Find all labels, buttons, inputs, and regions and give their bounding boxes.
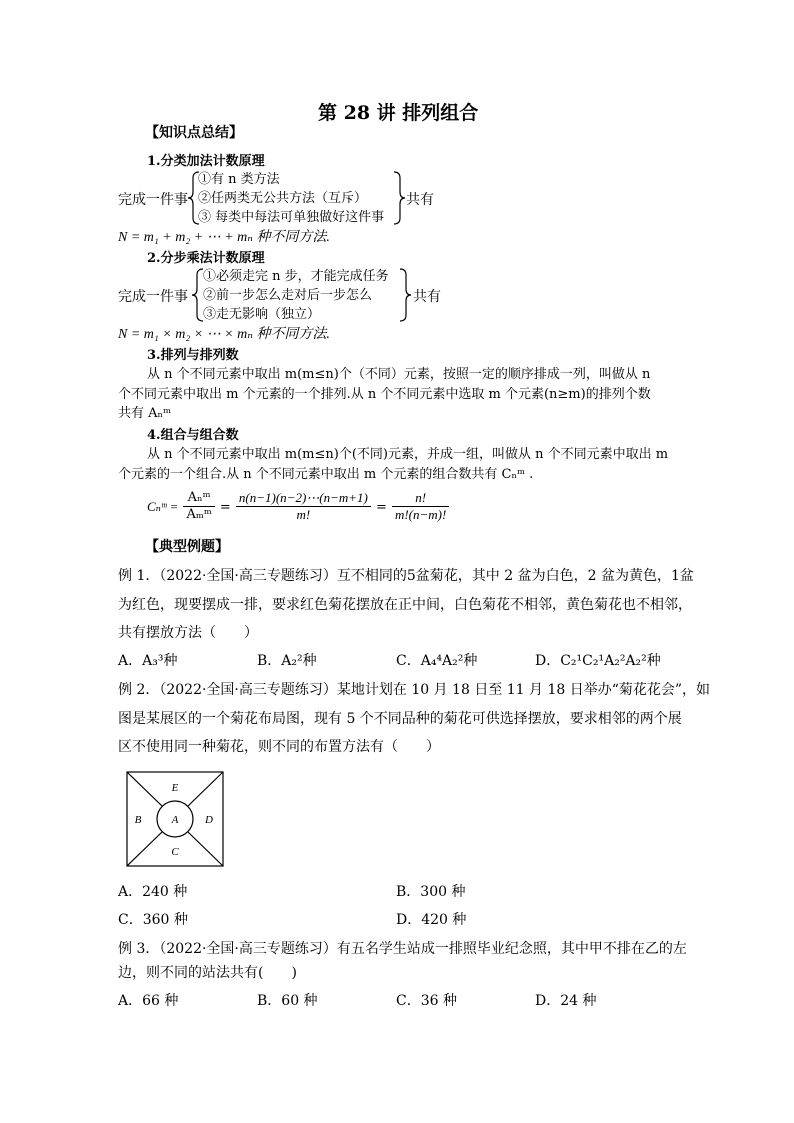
section1-formula: N = m₁ + m₂ + ⋯ + mₙ 种不同方法. [118,230,330,245]
ex2-line-3: 区不使用同一种菊花，则不同的布置方法有（ ） [118,739,440,755]
section2-left-label: 完成一件事 [118,289,188,305]
ex3-choice-b[interactable]: B．60 种 [257,993,318,1009]
ex3-line-2: 边，则不同的站法共有( ) [118,965,297,981]
ex2-line-1: 例 2．（2022·全国·高三专题练习）某地计划在 10 月 18 日至 11 月 18 日举办“菊花花会”，如 [118,682,711,698]
section2-heading: 2.分步乘法计数原理 [147,251,265,266]
ex2-choice-b[interactable]: B．300 种 [396,884,466,900]
fraction-arrangement-ratio: $\frac{\text{Aₙᵐ}}{\text{Aₘᵐ}}$ [183,490,214,523]
section2-right-brace [398,267,412,323]
section1-right-brace [392,170,406,226]
section4-line-1: 从 n 个不同元素中取出 m(m≤n)个(不同)元素，并成一组，叫做从 n 个不同元素中取出 m [147,447,669,462]
region-c-label: C [171,846,179,858]
ex2-line-2: 图是某展区的一个菊花布局图，现有 5 个不同品种的菊花可供选择摆放，要求相邻的两个展 [118,711,682,727]
section3-line-1: 从 n 个不同元素中取出 m(m≤n)个（不同）元素，按照一定的顺序排成一列，叫做从 n [147,367,651,382]
section1-left-label: 完成一件事 [118,192,188,208]
formula-lhs: Cₙᵐ = [147,499,179,514]
section1-right-label: 共有 [406,192,434,208]
section4-heading: 4.组合与组合数 [147,428,239,443]
region-b-label: B [134,814,142,826]
ex2-choice-c[interactable]: C．360 种 [118,912,188,928]
ex3-choice-c[interactable]: C．36 种 [396,993,457,1009]
ex1-choice-d[interactable]: D．C₂¹C₂¹A₂²A₂²种 [535,653,661,669]
section2-item-1: ①必须走完 n 步，才能完成任务 [203,269,389,284]
ex1-line-1: 例 1．（2022·全国·高三专题练习）互不相同的5盆菊花，其中 2 盆为白色，2 盆为黄色，1盆 [118,568,694,584]
section1-item-1: ①有 n 类方法 [198,172,280,187]
section1-heading: 1.分类加法计数原理 [147,154,265,169]
ex1-line-3: 共有摆放方法（ ） [118,625,258,641]
page-title: 第 28 讲 排列组合 [318,102,479,124]
ex3-choice-d[interactable]: D．24 种 [535,993,597,1009]
section1-item-2: ②任两类无公共方法（互斥） [198,191,368,206]
combination-formula: Cₙᵐ = $\frac{\text{Aₙᵐ}}{\text{Aₘᵐ}}$ = $\frac{n(n-1)(n-2)\cdots(n-m+1)}{m!}$ = $\frac{n!}{m!(n-m)!}$ [147,490,449,523]
fraction-product: $\frac{n(n-1)(n-2)\cdots(n-m+1)}{m!}$ [236,490,371,523]
section1-item-3: ③ 每类中每法可单独做好这件事 [198,210,385,225]
knowledge-summary-header: 【知识点总结】 [145,125,243,141]
section2-item-3: ③走无影响（独立） [203,307,321,322]
fraction-factorial: $\frac{n!}{m!(n-m)!}$ [392,490,449,523]
region-a-label: A [171,814,179,826]
region-d-label: D [205,814,213,826]
ex1-line-2: 为红色，现要摆成一排，要求红色菊花摆放在正中间，白色菊花不相邻，黄色菊花也不相邻， [118,597,692,613]
examples-header: 【典型例题】 [145,539,229,555]
section3-heading: 3.排列与排列数 [147,348,239,363]
section2-right-label: 共有 [413,289,441,305]
ex3-choice-a[interactable]: A．66 种 [118,993,179,1009]
section3-line-2: 个不同元素中取出 m 个元素的一个排列.从 n 个不同元素中选取 m 个元素(n≥m)的排列个数 [118,387,651,402]
ex1-choice-c[interactable]: C．A₄⁴A₂²种 [396,653,478,669]
ex2-choice-a[interactable]: A．240 种 [118,884,188,900]
section3-line-3: 共有 Aₙᵐ [118,406,172,421]
ex1-choice-a[interactable]: A．A₃³种 [118,653,178,669]
section4-line-2: 个元素的一个组合.从 n 个不同元素中取出 m 个元素的组合数共有 Cₙᵐ . [118,467,534,482]
section2-formula: N = m₁ × m₂ × ⋯ × mₙ 种不同方法. [118,327,330,342]
flower-layout-diagram [126,771,224,867]
ex1-choice-b[interactable]: B．A₂²种 [257,653,317,669]
ex2-choice-d[interactable]: D．420 种 [396,912,467,928]
ex3-line-1: 例 3．（2022·全国·高三专题练习）有五名学生站成一排照毕业纪念照，其中甲不排在乙的左 [118,941,687,957]
section2-item-2: ②前一步怎么走对后一步怎么 [203,288,373,303]
region-e-label: E [171,782,179,794]
